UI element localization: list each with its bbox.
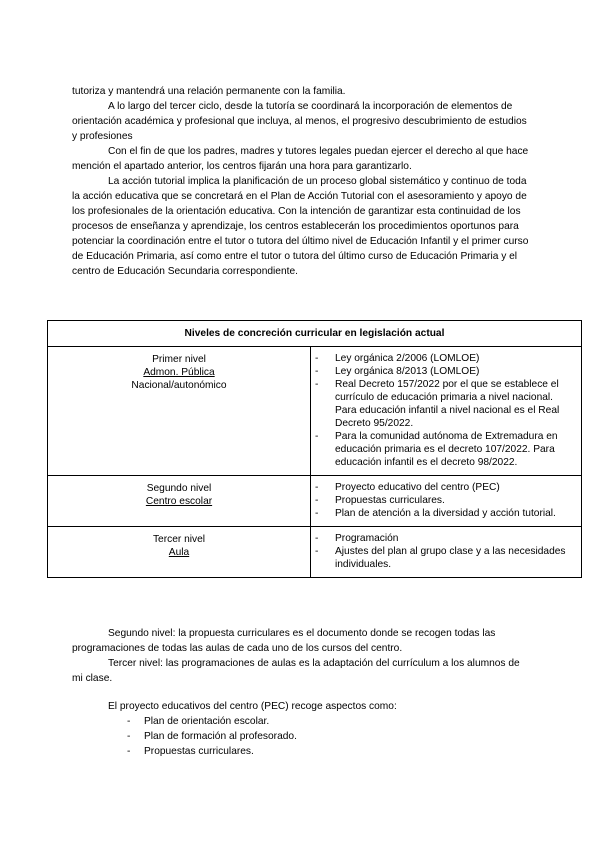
list-item: - Plan de atención a la diversidad y acción tutorial. — [315, 507, 567, 520]
level-title: Primer nivel — [152, 354, 206, 365]
curriculum-levels-table — [47, 320, 582, 578]
list-item: - Programación — [315, 532, 567, 545]
level-name: Admon. Pública — [143, 367, 215, 378]
after-paragraph-2: Tercer nivel: las programaciones de aulas es la adaptación del currículum a los alumnos de mi clase. — [72, 658, 520, 684]
pec-list — [72, 714, 532, 759]
level-extra: Nacional/autonómico — [131, 380, 227, 391]
after-text — [72, 626, 532, 686]
table-row — [48, 347, 582, 476]
pec-intro: El proyecto educativos del centro (PEC) recoge aspectos como: — [108, 701, 397, 712]
level-cell — [48, 347, 311, 476]
intro-paragraph-1: A lo largo del tercer ciclo, desde la tutoría se coordinará la incorporación de elementos de orientación académica y profesional que incluya, al menos, el progresivo descubrimiento de estudios y profesiones — [72, 101, 527, 142]
list-item: - Ajustes del plan al grupo clase y a las necesidades individuales. — [315, 545, 567, 571]
table-row — [48, 527, 582, 578]
level-cell — [48, 527, 311, 578]
list-item: - Ley orgánica 2/2006 (LOMLOE) — [315, 352, 567, 365]
level-name: Aula — [168, 547, 190, 558]
items-list — [315, 481, 567, 520]
list-item: - Para la comunidad autónoma de Extremadura en educación primaria es el decreto 107/2022. Para educación infantil es el decreto 98/2022. — [315, 430, 567, 469]
level-title: Tercer nivel — [152, 534, 206, 545]
items-list — [315, 532, 567, 571]
table-header-row — [48, 321, 582, 347]
pec-section — [72, 699, 532, 759]
list-item: - Propuestas curriculares. — [72, 744, 532, 759]
level-name: Centro escolar — [145, 496, 213, 507]
intro-paragraph-2: Con el fin de que los padres, madres y tutores legales puedan ejercer el derecho al que hace mención el apartado anterior, los centros fijarán una hora para garantizarlo. — [72, 146, 529, 172]
level-cell — [48, 476, 311, 527]
table-header: Niveles de concreción curricular en legislación actual — [48, 321, 582, 347]
items-cell — [311, 476, 582, 527]
table-row — [48, 476, 582, 527]
list-item: - Ley orgánica 8/2013 (LOMLOE) — [315, 365, 567, 378]
after-paragraph-1: Segundo nivel: la propuesta curriculares es el documento donde se recogen todas las programaciones de todas las aulas de cada uno de los cursos del centro. — [72, 628, 496, 654]
intro-line-top: tutoriza y mantendrá una relación permanente con la familia. — [72, 86, 346, 97]
list-item: - Plan de orientación escolar. — [72, 714, 532, 729]
list-item: - Plan de formación al profesorado. — [72, 729, 532, 744]
list-item: - Real Decreto 157/2022 por el que se establece el currículo de educación primaria a nivel nacional. Para educación infantil a nivel nacional es el Real Decreto 95/2022. — [315, 378, 567, 430]
list-item: - Proyecto educativo del centro (PEC) — [315, 481, 567, 494]
items-cell — [311, 347, 582, 476]
items-list — [315, 352, 567, 469]
items-cell — [311, 527, 582, 578]
level-title: Segundo nivel — [146, 483, 212, 494]
list-item: - Propuestas curriculares. — [315, 494, 567, 507]
intro-paragraph-3: La acción tutorial implica la planificación de un proceso global sistemático y continuo de toda la acción educativa que se concretará en el Plan de Acción Tutorial con el asesoramiento y apoyo de los profesionales de la orientación educativa. Con la intención de garantizar esta continuidad de los procesos de enseñanza y aprendizaje, los centros establecerán los procedimientos oportunos para potenciar la coordinación entre el tutor o tutora del último nivel de Educación Infantil y el primer curso de Educación Primaria, así como entre el tutor o tutora del último curso de Educación Primaria y el centro de Educación Secundaria correspondiente. — [72, 176, 529, 277]
intro-text — [72, 84, 532, 279]
